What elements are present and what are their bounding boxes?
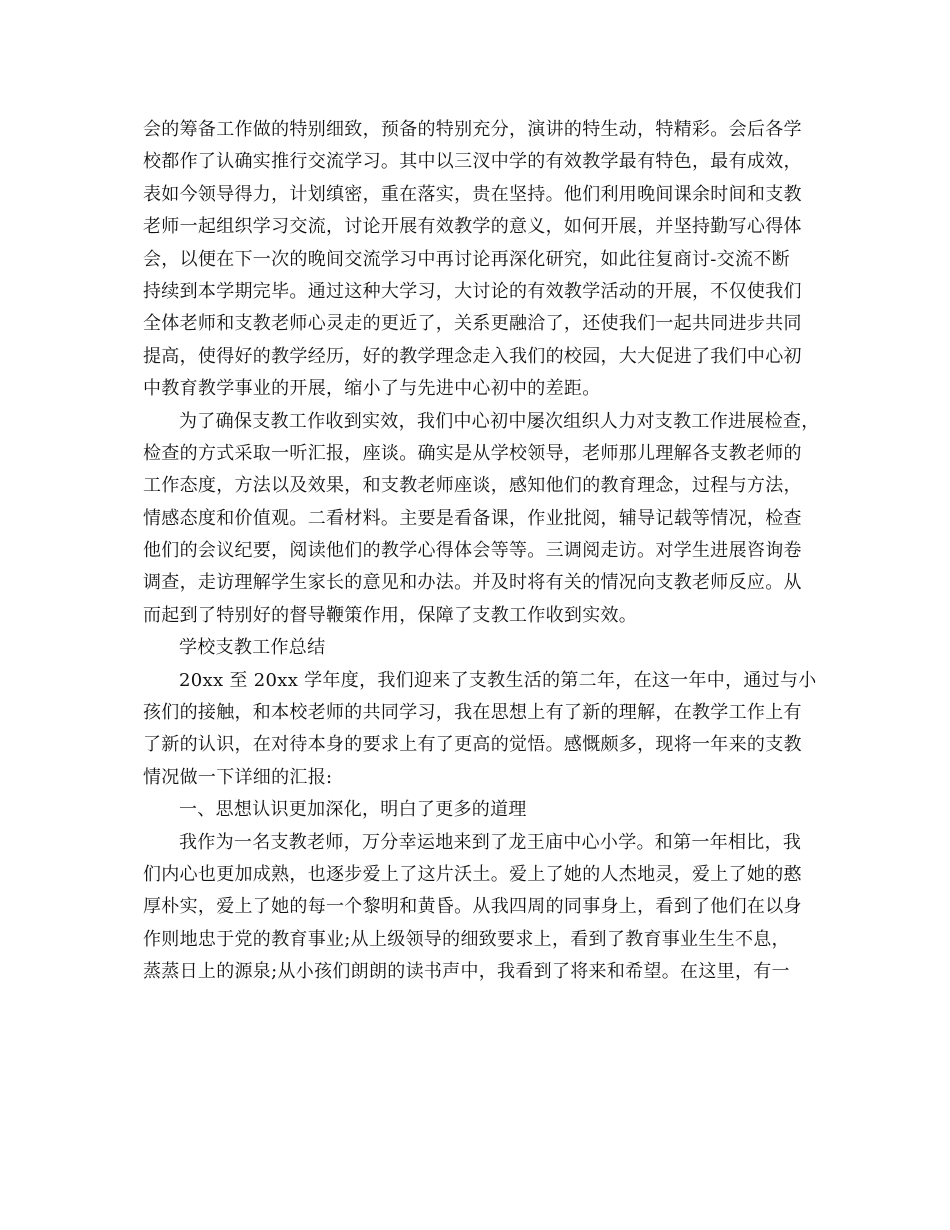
- text-line: 们内心也更加成熟，也逐步爱上了这片沃土。爱上了她的人杰地灵，爱上了她的憨: [143, 863, 802, 885]
- text-line: 工作态度，方法以及效果，和支教老师座谈，感知他们的教育理念，过程与方法，: [143, 475, 802, 497]
- text-line: 20xx 至 20xx 学年度，我们迎来了支教生活的第二年，在这一年中，通过与小: [179, 669, 817, 691]
- text-line: 而起到了特别好的督导鞭策作用，保障了支教工作收到实效。: [143, 604, 638, 626]
- text-line: 蒸蒸日上的源泉;从小孩们朗朗的读书声中，我看到了将来和希望。在这里，有一: [143, 961, 790, 983]
- text-line: 校都作了认确实推行交流学习。其中以三汊中学的有效教学最有特色，最有成效，: [143, 151, 802, 173]
- text-line: 了新的认识，在对待本身的要求上有了更高的觉悟。感慨颇多，现将一年来的支教: [143, 734, 802, 756]
- text-line: 他们的会议纪要，阅读他们的教学心得体会等等。三调阅走访。对学生进展咨询卷: [143, 540, 802, 562]
- text-line: 为了确保支教工作收到实效，我们中心初中屡次组织人力对支教工作进展检查，: [179, 410, 820, 432]
- text-line: 中教育教学事业的开展，缩小了与先进中心初中的差距。: [143, 378, 601, 400]
- text-line: 情况做一下详细的汇报:: [143, 766, 333, 788]
- text-line: 会的筹备工作做的特别细致，预备的特别充分，演讲的特生动，特精彩。会后各学: [143, 119, 802, 140]
- text-line: 厚朴实，爱上了她的每一个黎明和黄昏。从我四周的同事身上，看到了他们在以身: [143, 896, 802, 918]
- text-line: 我作为一名支教老师，万分幸运地来到了龙王庙中心小学。和第一年相比，我: [179, 831, 802, 853]
- text-line: 情感态度和价值观。二看材料。主要是看备课，作业批阅，辅导记载等情况，检查: [143, 507, 802, 529]
- text-line: 学校支教工作总结: [179, 637, 326, 659]
- text-line: 作则地忠于党的教育事业;从上级领导的细致要求上，看到了教育事业生生不息，: [143, 928, 790, 950]
- text-line: 提高，使得好的教学经历，好的教学理念走入我们的校园，大大促进了我们中心初: [143, 345, 802, 367]
- text-line: 调查，走访理解学生家长的意见和办法。并及时将有关的情况向支教老师反应。从: [143, 572, 802, 594]
- text-line: 表如今领导得力，计划缜密，重在落实，贵在坚持。他们利用晚间课余时间和支教: [143, 183, 802, 205]
- document-body: [143, 114, 823, 989]
- text-line: 会，以便在下一次的晚间交流学习中再讨论再深化研究，如此往复商讨-交流不断: [143, 248, 790, 270]
- text-line: 一、思想认识更加深化，明白了更多的道理: [179, 799, 527, 821]
- text-line: 老师一起组织学习交流，讨论开展有效教学的意义，如何开展，并坚持勤写心得体: [143, 216, 802, 238]
- text-line: 持续到本学期完毕。通过这种大学习，大讨论的有效教学活动的开展，不仅使我们: [143, 280, 802, 302]
- text-line: 检查的方式采取一听汇报，座谈。确实是从学校领导，老师那儿理解各支教老师的: [143, 442, 802, 464]
- text-line: 孩们的接触，和本校老师的共同学习，我在思想上有了新的理解，在教学工作上有: [143, 702, 802, 724]
- text-line: 全体老师和支教老师心灵走的更近了，关系更融洽了，还使我们一起共同进步共同: [143, 313, 802, 335]
